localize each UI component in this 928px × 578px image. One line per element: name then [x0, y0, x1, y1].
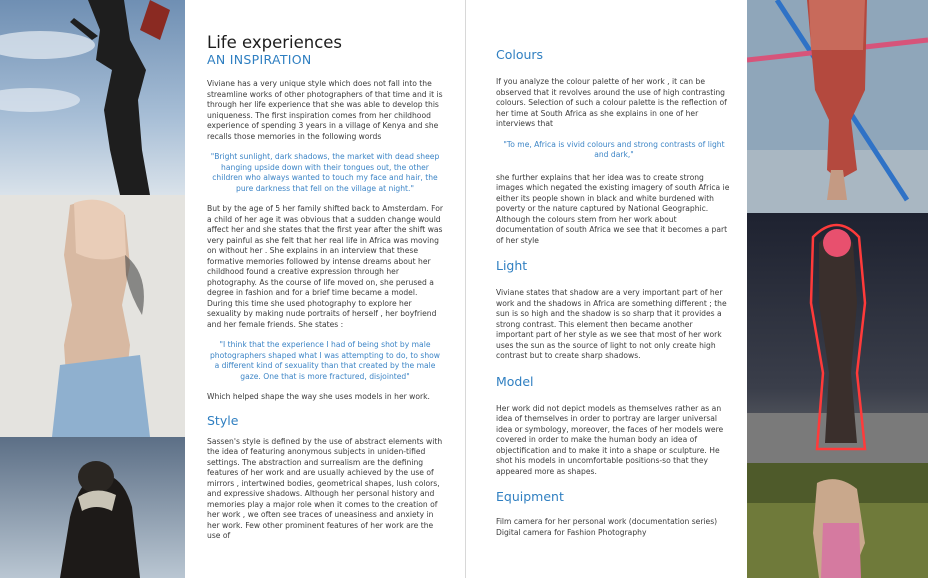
colours-heading: Colours [496, 47, 544, 62]
model-paragraph: Her work did not depict models as themselves rather as an idea of themselves in order to portray are larger universal idea or symbology, moreover, the faces of her models were covered in order to make the human body an idea of objectification and to make it into a shape or sculpture. He shot his models in uncomfortable positions-so that they appeared more as shapes. [496, 403, 724, 476]
photo-pale-figure [0, 195, 185, 437]
photo-dark-figure [0, 437, 185, 578]
equipment-film: Film camera for her personal work (documentation series) [496, 517, 718, 526]
photo-neon-outline-figure [747, 213, 928, 463]
quote-africa-colours: "To me, Africa is vivid colours and strong contrasts of light and dark," [503, 139, 725, 159]
model-heading: Model [496, 373, 534, 389]
left-page [185, 0, 465, 578]
photo-upside-down-figure [747, 0, 928, 213]
light-heading: Light [496, 258, 528, 273]
right-text-column [496, 0, 732, 538]
intro-paragraph: Viviane has a very unique style which does not fall into the streamline works of other photographers of that time and it is through her life experience that she was able to develop this uniqueness. The first inspiration comes from her childhood experience of spending 3 years in a village of Kenya and she recalls those memories in the following words [207, 79, 443, 141]
amsterdam-paragraph: But by the age of 5 her family shifted back to Amsterdam. For a child of her age it was obvious that a sudden change would affect her and she states that the first year after the shift was very painful as she felt that her real life in Africa was moving on without her . She explains in an interview that these formative memories followed by intense dreams about her childhood found a creative expression through her photography. As the course of life moved on, she perused a degree in fashion and for a brief time became a model. During this time she used photography to explore her sexuality by making nude portraits of herself , her boyfriend and her female friends. She states : [207, 204, 443, 329]
page-title: Life experiences [207, 33, 343, 52]
light-paragraph: Viviane states that shadow are a very important part of her work and the shadows in Africa are something different ; the sun is so high and the shadow is so sharp that it provides a strong contrast. This element then became another important part of her style as we see that most of her work uses the sun as the source of light to not only create high contrast but to create sharp shadows. [496, 288, 727, 360]
quote-male-gaze: "I think that the experience I had of being shot by male photographers shaped what I was attempting to do, to show a different kind of sexuality than that created by the male gaze. One that is more fractured, disjointed" [209, 340, 441, 381]
page-subtitle: AN INSPIRATION [207, 52, 312, 67]
left-text-column [207, 0, 443, 542]
colours-paragraph: If you analyze the colour palette of her work , it can be observed that it revolves around the use of high contrasting colours. Selection of such a colour palette is the reflection of her time at South Africa as she explains in one of her interviews that [496, 77, 727, 128]
photo-green-ground-figure [747, 463, 928, 578]
models-paragraph: Which helped shape the way she uses models in her work. [207, 392, 430, 401]
equipment-digital: Digital camera for Fashion Photography [496, 527, 647, 537]
photo-sky-figure [0, 0, 185, 195]
quote-childhood: "Bright sunlight, dark shadows, the market with dead sheep hanging upside down with their tongues out, the other children who always wanted to touch my face and hair, the pure darkness that fell on the village at night." [210, 152, 440, 193]
equipment-heading: Equipment [496, 489, 564, 504]
colours-paragraph-2: she further explains that her idea was to create strong images which negated the existing imagery of south Africa ie either its people shown in black and white burdened with poverty or the nature captured by National Geographic. Although the colours stem from her work about documentation of south Africa we see that it becomes a part of her style [496, 172, 730, 245]
right-page [465, 0, 747, 578]
style-paragraph: Sassen's style is defined by the use of abstract elements with the idea of featuring anonymous subjects in uniden-tified settings. The abstraction and surrealism are the defining features of her work and are usually achieved by the use of mirrors , intertwined bodies, geometrical shapes, lush colors, and expressive shadows. Although her personal history and memories play a major role when it comes to the creation of her work , we often see traces of uneasiness and anxiety in her work. Few other prominent features of her work are the use of [207, 436, 443, 540]
style-heading: Style [207, 412, 239, 428]
